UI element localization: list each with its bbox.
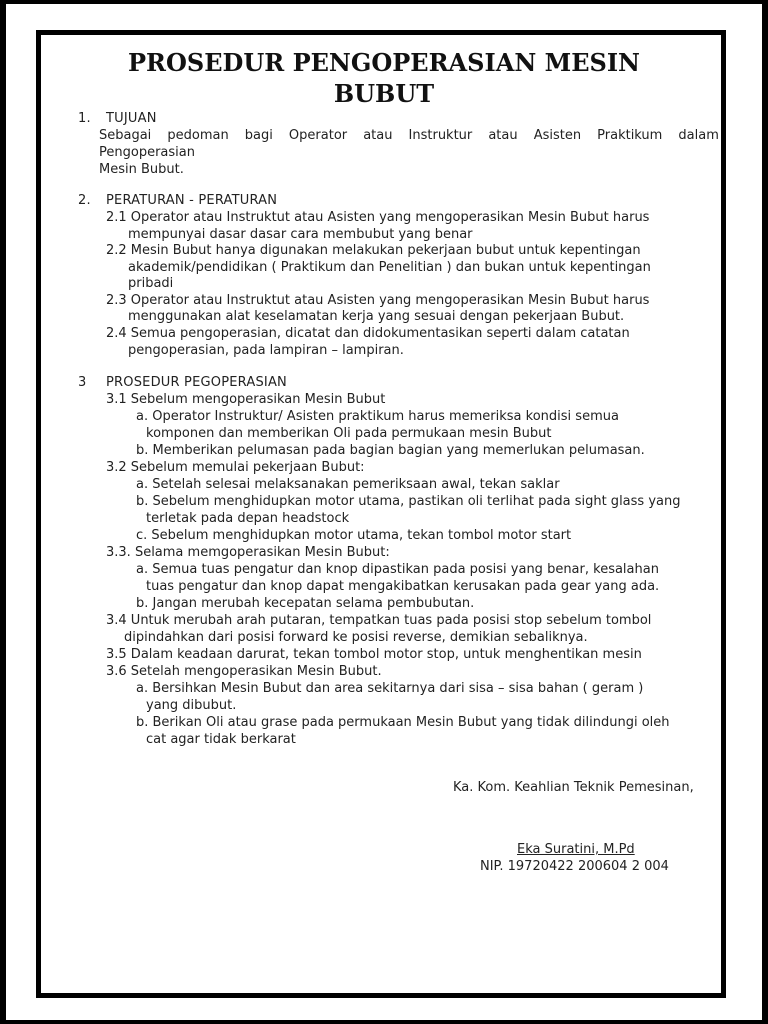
rule-2-2-line-2: akademik/pendidikan ( Praktikum dan Penelitian ) dan bukan untuk kepentingan	[128, 260, 651, 275]
step-3-6: 3.6 Setelah mengoperasikan Mesin Bubut.	[106, 664, 382, 679]
section-2-heading: PERATURAN - PERATURAN	[106, 193, 278, 208]
word: atau	[363, 128, 393, 143]
word: dalam	[678, 128, 719, 143]
rule-2-3-line-2: menggunakan alat keselamatan kerja yang sesuai dengan pekerjaan Bubut.	[128, 309, 625, 324]
word: Instruktur	[408, 128, 473, 143]
step-3-2-c: c. Sebelum menghidupkan motor utama, tekan tombol motor start	[136, 528, 572, 543]
step-3-3-b: b. Jangan merubah kecepatan selama pembubutan.	[136, 596, 475, 611]
rule-2-2-line-1: 2.2 Mesin Bubut hanya digunakan melakukan pekerjaan bubut untuk kepentingan	[106, 243, 641, 258]
document-title-line-2: BUBUT	[333, 79, 435, 108]
rule-2-3-line-1: 2.3 Operator atau Instruktut atau Asisten yang mengoperasikan Mesin Bubut harus	[106, 293, 650, 308]
step-3-2: 3.2 Sebelum memulai pekerjaan Bubut:	[106, 460, 365, 475]
word: bagi	[244, 128, 273, 143]
word: atau	[488, 128, 518, 143]
section-1-line-2: Pengoperasian	[99, 145, 195, 160]
word: Sebagai	[99, 128, 152, 143]
section-1-heading: TUJUAN	[106, 111, 157, 126]
section-1-line-3: Mesin Bubut.	[99, 162, 184, 177]
word: pedoman	[167, 128, 229, 143]
step-3-6-b-line-2: cat agar tidak berkarat	[146, 732, 296, 747]
step-3-1: 3.1 Sebelum mengoperasikan Mesin Bubut	[106, 392, 386, 407]
step-3-3-a-line-1: a. Semua tuas pengatur dan knop dipastikan pada posisi yang benar, kesalahan	[136, 562, 659, 577]
step-3-2-b-line-2: terletak pada depan headstock	[146, 511, 350, 526]
signatory-role: Ka. Kom. Keahlian Teknik Pemesinan,	[453, 780, 694, 795]
step-3-4-line-1: 3.4 Untuk merubah arah putaran, tempatkan tuas pada posisi stop sebelum tombol	[106, 613, 652, 628]
rule-2-4-line-1: 2.4 Semua pengoperasian, dicatat dan didokumentasikan seperti dalam catatan	[106, 326, 630, 341]
word: Asisten	[533, 128, 582, 143]
section-2-number: 2.	[78, 193, 91, 208]
word: Operator	[288, 128, 348, 143]
section-3-number: 3	[78, 375, 87, 390]
step-3-1-b: b. Memberikan pelumasan pada bagian bagian yang memerlukan pelumasan.	[136, 443, 645, 458]
step-3-6-a-line-1: a. Bersihkan Mesin Bubut dan area sekitarnya dari sisa – sisa bahan ( geram )	[136, 681, 644, 696]
step-3-6-b-line-1: b. Berikan Oli atau grase pada permukaan Mesin Bubut yang tidak dilindungi oleh	[136, 715, 670, 730]
section-1-number: 1.	[78, 111, 91, 126]
word: Praktikum	[597, 128, 663, 143]
rule-2-2-line-3: pribadi	[128, 276, 174, 291]
step-3-2-b-line-1: b. Sebelum menghidupkan motor utama, pastikan oli terlihat pada sight glass yang	[136, 494, 681, 509]
signatory-name: Eka Suratini, M.Pd	[517, 842, 635, 857]
rule-2-1-line-2: mempunyai dasar dasar cara membubut yang benar	[128, 227, 473, 242]
rule-2-1-line-1: 2.1 Operator atau Instruktut atau Asisten yang mengoperasikan Mesin Bubut harus	[106, 210, 650, 225]
signatory-nip: NIP. 19720422 200604 2 004	[480, 859, 669, 874]
rule-2-4-line-2: pengoperasian, pada lampiran – lampiran.	[128, 343, 404, 358]
step-3-1-a-line-2: komponen dan memberikan Oli pada permukaan mesin Bubut	[146, 426, 552, 441]
step-3-4-line-2: dipindahkan dari posisi forward ke posisi reverse, demikian sebaliknya.	[124, 630, 588, 645]
step-3-2-a: a. Setelah selesai melaksanakan pemeriksaan awal, tekan saklar	[136, 477, 560, 492]
step-3-1-a-line-1: a. Operator Instruktur/ Asisten praktikum harus memeriksa kondisi semua	[136, 409, 619, 424]
document-page	[6, 4, 762, 1020]
step-3-3-a-line-2: tuas pengatur dan knop dapat mengakibatkan kerusakan pada gear yang ada.	[146, 579, 660, 594]
step-3-6-a-line-2: yang dibubut.	[146, 698, 237, 713]
section-1-line-1	[99, 127, 719, 144]
step-3-5: 3.5 Dalam keadaan darurat, tekan tombol motor stop, untuk menghentikan mesin	[106, 647, 642, 662]
step-3-3: 3.3. Selama memgoperasikan Mesin Bubut:	[106, 545, 390, 560]
section-3-heading: PROSEDUR PEGOPERASIAN	[106, 375, 287, 390]
document-title-line-1: PROSEDUR PENGOPERASIAN MESIN	[128, 48, 640, 77]
